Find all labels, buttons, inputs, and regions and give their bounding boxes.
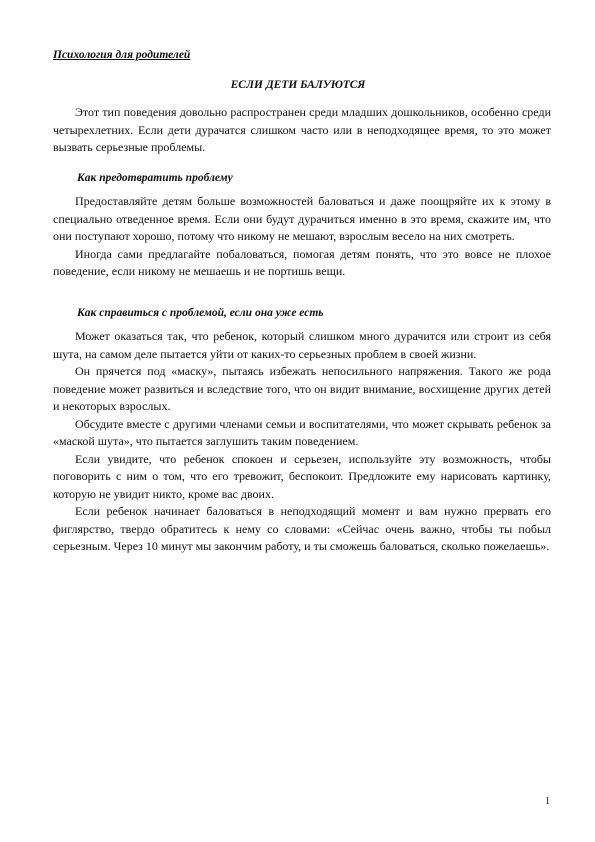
paragraph: Обсудите вместе с другими членами семьи и воспитателями, что может скрывать ребенок за «маской шута», что пытается заглушить таким поведением.: [53, 416, 551, 448]
paragraph: Если ребенок начинает баловаться в неподходящий момент и вам нужно прервать его фиглярство, твердо обратитесь к нему со словами: «Сейчас очень важно, чтобы ты побыл серьезным. Через 10 минут мы закончим работу, и ты сможешь баловаться, сколько пожелаешь».: [53, 504, 551, 553]
subheading-prevent: Как предотвратить проблему: [77, 172, 233, 184]
intro-block: [53, 104, 551, 157]
paragraph: Иногда сами предлагайте побаловаться, помогая детям понять, что это вовсе не плохое поведение, если никому не мешаешь и не портишь вещи.: [53, 246, 551, 278]
section-cope-body: [53, 328, 551, 556]
paragraph: Если увидите, что ребенок спокоен и серьезен, используйте эту возможность, чтобы поговорить с ним о том, что его тревожит, беспокоит. Предложите ему нарисовать картинку, которую не увидит никто, кроме вас двоих.: [53, 451, 551, 501]
article-title: ЕСЛИ ДЕТИ БАЛУЮТСЯ: [230, 79, 366, 91]
section-prevent-body: [53, 193, 551, 281]
section-header: Психология для родителей: [53, 49, 191, 61]
paragraph: Он прячется под «маску», пытаясь избежать непосильного напряжения. Такого же рода поведение может развиться и вследствие того, что он видит внимание, восхищение других детей и некоторых взрослых.: [53, 364, 551, 413]
paragraph: Может оказаться так, что ребенок, который слишком много дурачится или строит из себя шута, на самом деле пытается уйти от каких-то серьезных проблем в своей жизни.: [53, 329, 551, 361]
subheading-cope: Как справиться с проблемой, если она уже есть: [77, 307, 324, 319]
page-number: 1: [545, 796, 550, 807]
paragraph: Предоставляйте детям больше возможностей баловаться и даже поощряйте их к этому в специально отведенное время. Если они будут дурачиться именно в это время, скажите им, что они поступают хорошо, потому что никому не мешают, взрослым весело на них смотреть.: [53, 194, 551, 243]
intro-paragraph: Этот тип поведения довольно распространен среди младших дошкольников, особенно среди четырехлетних. Если дети дурачатся слишком часто или в неподходящее время, то это может вызвать серьезные проблемы.: [53, 105, 551, 154]
